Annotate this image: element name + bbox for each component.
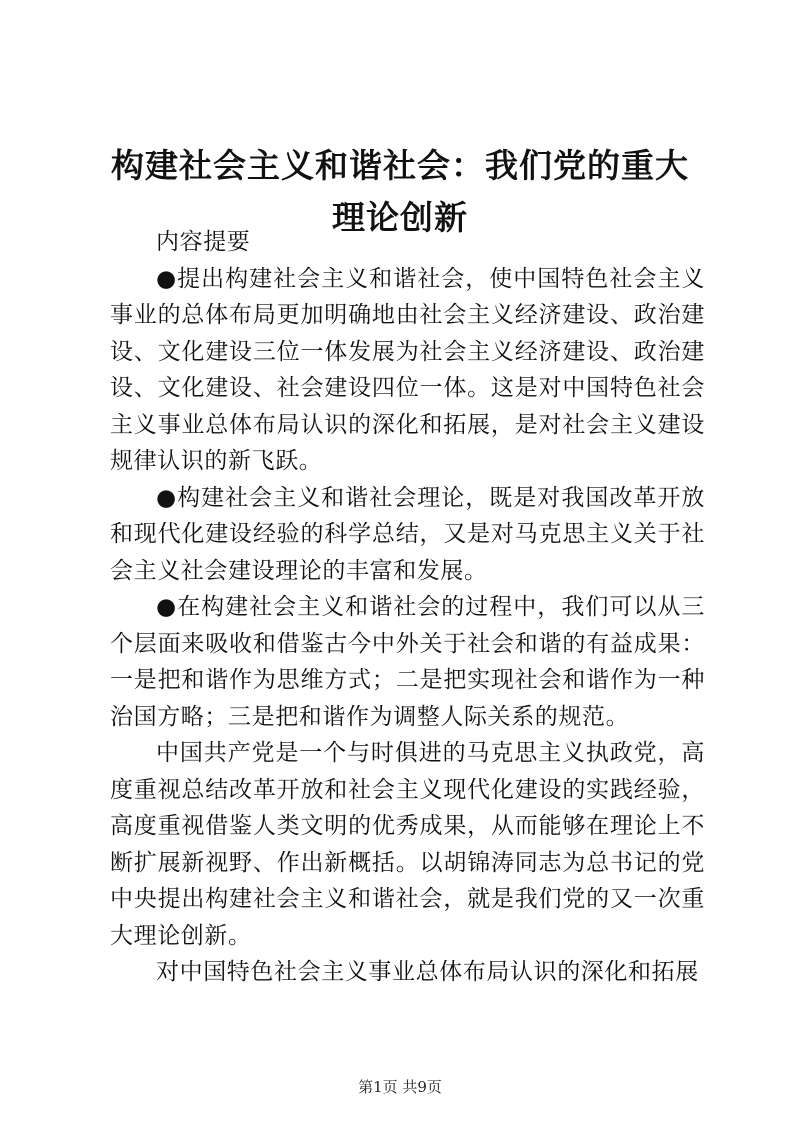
- document-title: 构建社会主义和谐社会：我们党的重大理论创新: [111, 146, 689, 237]
- paragraph: ●在构建社会主义和谐社会的过程中，我们可以从三个层面来吸收和借鉴古今中外关于社会和谐的有益成果：一是把和谐作为思维方式；二是把实现社会和谐作为一种治国方略；三是把和谐作为调整人际关系的规范。: [110, 594, 705, 730]
- page-footer: 第1页 共9页: [358, 1078, 442, 1096]
- paragraph: ●提出构建社会主义和谐社会，使中国特色社会主义事业的总体布局更加明确地由社会主义经济建设、政治建设、文化建设三位一体发展为社会主义经济建设、政治建设、文化建设、社会建设四位一体。这是对中国特色社会主义事业总体布局认识的深化和拓展，是对社会主义建设规律认识的新飞跃。: [110, 265, 705, 474]
- section-heading-summary: 内容提要: [156, 229, 251, 255]
- document-body: [110, 224, 705, 991]
- paragraph: 中国共产党是一个与时俱进的马克思主义执政党，高度重视总结改革开放和社会主义现代化建设的实践经验，高度重视借鉴人类文明的优秀成果，从而能够在理论上不断扩展新视野、作出新概括。以胡锦涛同志为总书记的党中央提出构建社会主义和谐社会，就是我们党的又一次重大理论创新。: [110, 740, 705, 949]
- section-heading: 对中国特色社会主义事业总体布局认识的深化和拓展: [156, 959, 699, 985]
- paragraph: ●构建社会主义和谐社会理论，既是对我国改革开放和现代化建设经验的科学总结，又是对马克思主义关于社会主义社会建设理论的丰富和发展。: [110, 484, 705, 584]
